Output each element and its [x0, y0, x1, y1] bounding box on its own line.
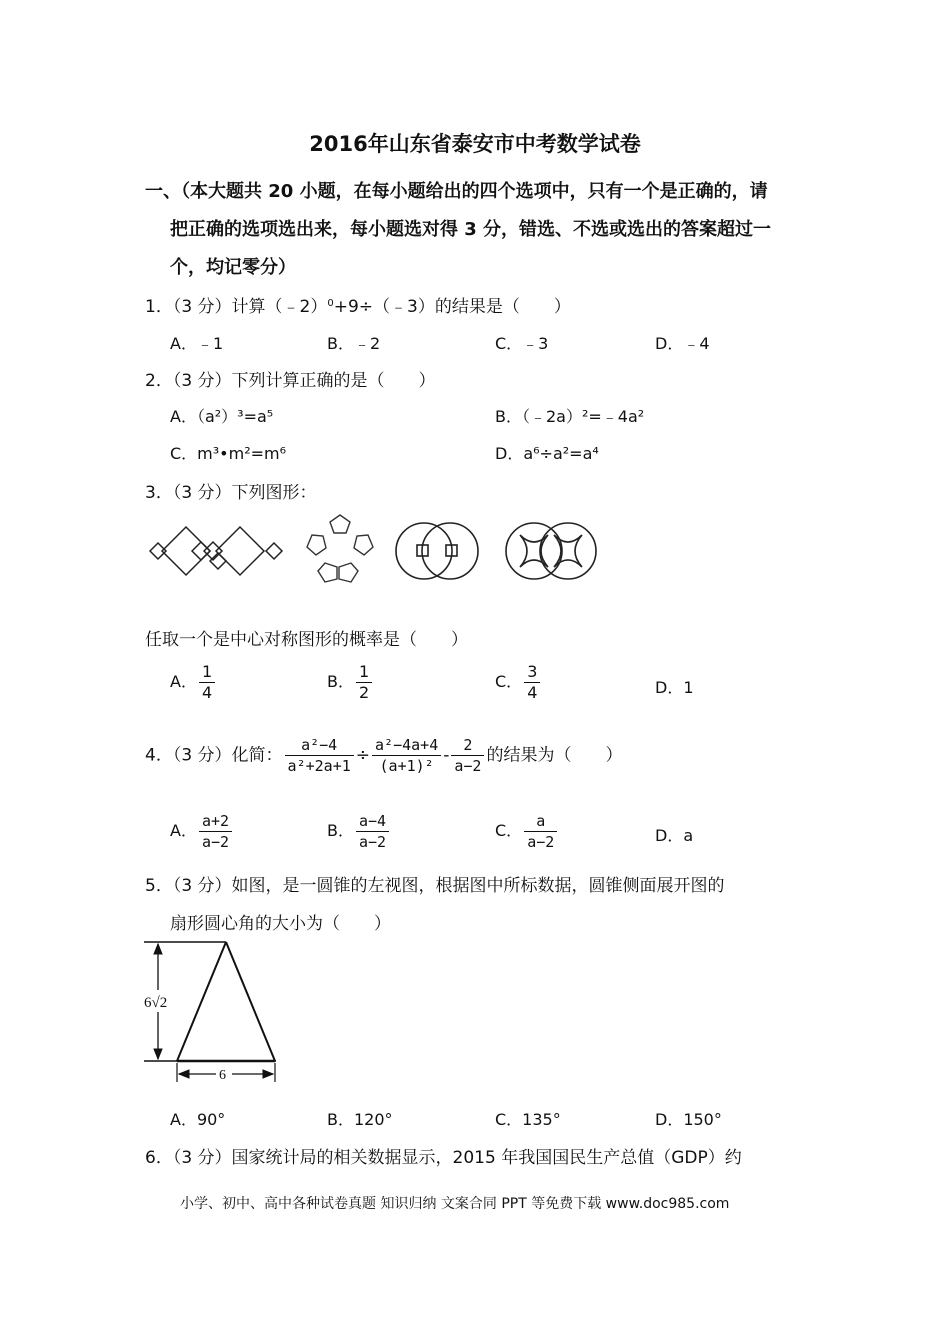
q2-option-b[interactable]: B．（﹣2a）²=﹣4a² — [495, 407, 645, 426]
q5-option-c[interactable]: C．135° — [495, 1110, 561, 1129]
q3-option-c-denominator: 4 — [527, 683, 538, 702]
q4-option-b-numerator: a−4 — [356, 811, 389, 832]
q3-option-b-label: B． — [327, 672, 354, 691]
q4-option-a-numerator: a+2 — [199, 811, 232, 832]
q1-stem-part-a: 1．（3 分）计算（﹣2） — [145, 297, 328, 317]
q4-stem-part-b: 的结果为（ ） — [486, 745, 623, 766]
q4-fraction1-denominator: a²+2a+1 — [287, 757, 351, 775]
cone-height-label: 6√2 — [144, 995, 168, 1011]
figure-overlapping-circles — [502, 518, 600, 584]
q3-option-c[interactable] — [495, 662, 542, 703]
q4-fraction1-numerator: a²−4 — [285, 735, 354, 756]
q4-option-a-label: A． — [170, 821, 197, 840]
q5-option-a[interactable]: A．90° — [170, 1110, 226, 1129]
q1-option-b[interactable]: B．﹣2 — [327, 334, 381, 353]
page-title: 2016年山东省泰安市中考数学试卷 — [309, 132, 641, 156]
question-5-line2: 扇形圆心角的大小为（ ） — [170, 914, 391, 934]
page-footer: 小学、初中、高中各种试卷真题 知识归纳 文案合同 PPT 等免费下载 www.doc985.com — [180, 1196, 730, 1212]
q1-option-a[interactable]: A．﹣1 — [170, 334, 224, 353]
q4-option-c-numerator: a — [524, 811, 557, 832]
q3-option-b[interactable] — [327, 662, 374, 703]
question-3-stem: 3．（3 分）下列图形： — [145, 483, 317, 503]
q4-stem-part-a: 4．（3 分）化简： — [145, 745, 283, 766]
q4-fraction2-numerator: a²−4a+4 — [372, 735, 441, 756]
q2-option-a[interactable]: A．（a²）³=a⁵ — [170, 407, 274, 426]
q2-option-c[interactable]: C．m³•m²=m⁶ — [170, 444, 287, 463]
q4-fraction2-denominator: (a+1)² — [379, 757, 434, 775]
q1-option-d[interactable]: D．﹣4 — [655, 334, 710, 353]
q4-option-b[interactable] — [327, 811, 391, 852]
q4-fraction3-denominator: a−2 — [454, 757, 482, 775]
question-3-subprompt: 任取一个是中心对称图形的概率是（ ） — [145, 630, 468, 650]
figure-coin-circles — [392, 518, 484, 584]
q1-stem-part-b: +9÷（﹣3）的结果是（ ） — [333, 297, 571, 317]
q4-minus-sign: - — [443, 745, 450, 766]
q4-option-b-denominator: a−2 — [358, 833, 387, 851]
q4-option-d[interactable]: D．a — [655, 826, 694, 845]
cone-base-label: 6 — [219, 1068, 226, 1083]
section-header-line1: 一、（本大题共 20 小题，在每小题给出的四个选项中，只有一个是正确的，请 — [145, 181, 768, 202]
q3-option-a-numerator: 1 — [199, 662, 215, 683]
q3-option-a[interactable] — [170, 662, 217, 703]
question-1-stem — [145, 292, 571, 317]
figure-pentagon-ring — [302, 513, 378, 587]
q3-option-a-denominator: 4 — [201, 683, 213, 702]
q1-option-c[interactable]: C．﹣3 — [495, 334, 549, 353]
q4-option-c[interactable] — [495, 811, 559, 852]
q2-option-d[interactable]: D．a⁶÷a²=a⁴ — [495, 444, 599, 463]
q4-option-a[interactable] — [170, 811, 234, 852]
question-4-stem — [145, 735, 622, 776]
q3-option-b-numerator: 1 — [356, 662, 372, 683]
q3-option-c-numerator: 3 — [524, 662, 540, 683]
q3-option-d[interactable]: D．1 — [655, 678, 694, 697]
q4-option-b-label: B． — [327, 821, 354, 840]
q3-option-c-label: C． — [495, 672, 523, 691]
figure-cone-side-view — [140, 937, 290, 1087]
q4-option-a-denominator: a−2 — [201, 833, 230, 851]
q4-division-sign: ÷ — [355, 745, 371, 766]
q5-option-d[interactable]: D．150° — [655, 1110, 722, 1129]
q4-fraction3-numerator: 2 — [451, 735, 484, 756]
question-2-stem: 2．（3 分）下列计算正确的是（ ） — [145, 371, 436, 391]
figure-diamond-chain — [146, 515, 286, 587]
section-header-line2: 把正确的选项选出来，每小题选对得 3 分，错选、不选或选出的答案超过一 — [170, 219, 772, 240]
q4-option-c-label: C． — [495, 821, 523, 840]
q3-option-b-denominator: 2 — [358, 683, 370, 702]
question-6-line1: 6．（3 分）国家统计局的相关数据显示，2015 年我国国民生产总值（GDP）约 — [145, 1148, 742, 1168]
question-5-line1: 5．（3 分）如图，是一圆锥的左视图，根据图中所标数据，圆锥侧面展开图的 — [145, 876, 725, 896]
section-header-line3: 个，均记零分） — [170, 257, 296, 278]
q4-option-c-denominator: a−2 — [527, 833, 555, 851]
q1-exponent: 0 — [327, 298, 334, 309]
q5-option-b[interactable]: B．120° — [327, 1110, 393, 1129]
q3-option-a-label: A． — [170, 672, 197, 691]
